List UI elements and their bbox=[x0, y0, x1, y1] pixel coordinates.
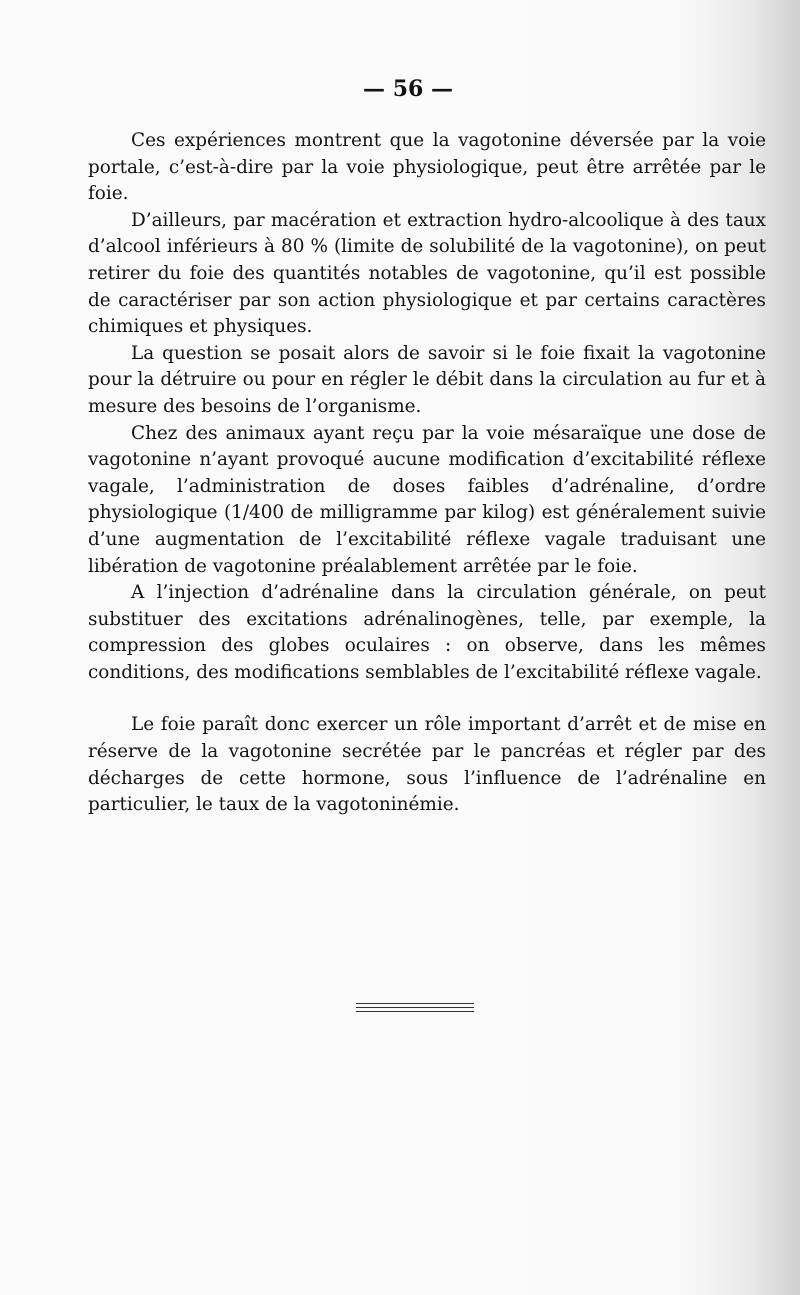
separator-rule-top bbox=[356, 1003, 474, 1004]
paragraph-5: A l’injection d’adrénaline dans la circulation générale, on peut substituer des excitations adrénalinogènes, telle, par exemple, la compression des globes oculaires : on observe, dans les mêmes conditions, des modifications semblables de l’excitabilité réflexe vagale. bbox=[88, 582, 766, 683]
end-separator bbox=[356, 1003, 474, 1011]
paragraph-2: D’ailleurs, par macération et extraction hydro-alcoolique à des taux d’alcool inférieurs à 80 % (limite de solubilité de la vagotonine), on peut retirer du foie des quantités notables de vagotonine, qu’il est possible de caractériser par son action physiologique et par certains caractères chimiques et physiques. bbox=[88, 209, 766, 338]
paragraph-1: Ces expériences montrent que la vagotonine déversée par la voie portale, c’est-à-dire par la voie physiologique, peut être arrêtée par le foie. bbox=[88, 130, 766, 205]
paragraph-6: Le foie paraît donc exercer un rôle important d’arrêt et de mise en réserve de la vagotonine secrétée par le pancréas et régler par des décharges de cette hormone, sous l’influence de l’adrénaline en particulier, le taux de la vagotoninémie. bbox=[88, 714, 766, 816]
paragraph-3: La question se posait alors de savoir si le foie fixait la vagotonine pour la détruire ou pour en régler le débit dans la circulation au fur et à mesure des besoins de l’organisme. bbox=[88, 342, 766, 417]
separator-rule-bottom bbox=[356, 1011, 474, 1012]
separator-rule-middle bbox=[356, 1007, 474, 1008]
page-number: — 56 — bbox=[363, 76, 453, 102]
paragraph-4: Chez des animaux ayant reçu par la voie mésaraïque une dose de vagotonine n’ayant provoqué aucune modification d’excitabilité réflexe vagale, l’administration de doses faibles d’adrénaline, d’ordre physiologique (1/400 de milligramme par kilog) est généralement suivie d’une augmentation de l’excitabilité réflexe vagale traduisant une libération de vagotonine préalablement arrêtée par le foie. bbox=[88, 422, 766, 577]
body-text bbox=[88, 128, 766, 819]
